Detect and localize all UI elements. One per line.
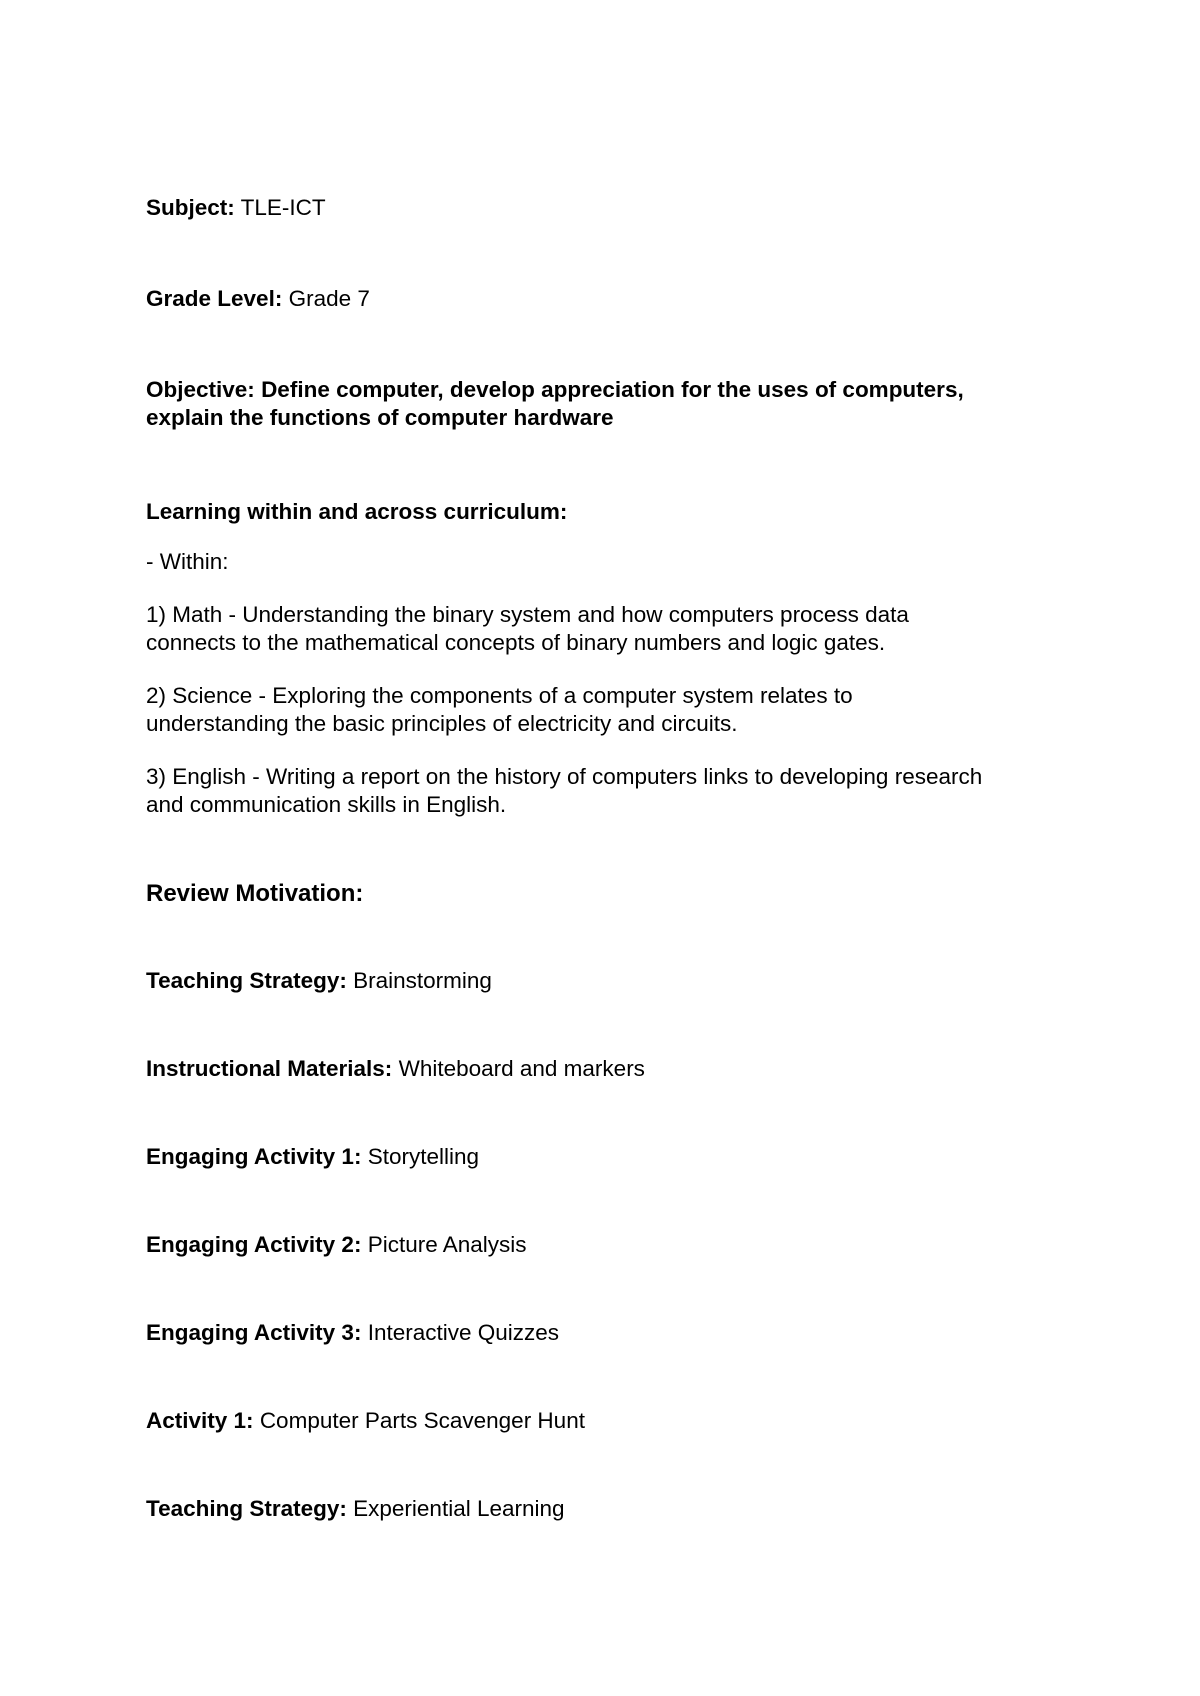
list-item-line: 1) Math - Understanding the binary system and how computers process data xyxy=(146,602,909,627)
review-motivation-heading: Review Motivation: xyxy=(146,880,364,907)
field-label: Engaging Activity 2: xyxy=(146,1232,362,1257)
field-engaging-activity-2 xyxy=(146,1231,1086,1259)
objective-block xyxy=(146,376,1086,432)
field-value: Interactive Quizzes xyxy=(367,1320,560,1345)
objective-value-line1: Define computer, develop appreciation for the uses of computers, xyxy=(261,377,964,402)
field-value: Brainstorming xyxy=(353,968,492,993)
objective-label: Objective: xyxy=(146,377,255,402)
field-value: Experiential Learning xyxy=(353,1496,565,1521)
list-item-science xyxy=(146,682,1086,738)
grade-level-label: Grade Level: xyxy=(146,286,283,311)
field-label: Engaging Activity 1: xyxy=(146,1144,362,1169)
field-engaging-activity-3 xyxy=(146,1319,1086,1347)
learning-heading: Learning within and across curriculum: xyxy=(146,499,568,524)
grade-level-value: Grade 7 xyxy=(288,286,370,311)
list-item-math xyxy=(146,601,1086,657)
field-value: Computer Parts Scavenger Hunt xyxy=(259,1408,585,1433)
field-label: Teaching Strategy: xyxy=(146,968,347,993)
list-item-line: and communication skills in English. xyxy=(146,792,507,817)
grade-level-line xyxy=(146,285,1086,313)
field-engaging-activity-1 xyxy=(146,1143,1086,1171)
field-value: Storytelling xyxy=(367,1144,480,1169)
objective-value-line2: explain the functions of computer hardware xyxy=(146,405,614,430)
field-instructional-materials xyxy=(146,1055,1086,1083)
field-label: Engaging Activity 3: xyxy=(146,1320,362,1345)
subject-value: TLE-ICT xyxy=(240,195,326,220)
within-label: - Within: xyxy=(146,549,229,574)
field-activity-1 xyxy=(146,1407,1086,1435)
list-item-line: connects to the mathematical concepts of binary numbers and logic gates. xyxy=(146,630,886,655)
field-label: Activity 1: xyxy=(146,1408,254,1433)
list-item-line: 3) English - Writing a report on the history of computers links to developing research xyxy=(146,764,983,789)
field-teaching-strategy-2 xyxy=(146,1495,1086,1523)
list-item-english xyxy=(146,763,1086,819)
field-teaching-strategy xyxy=(146,967,1086,995)
subject-line xyxy=(146,194,1086,222)
list-item-line: understanding the basic principles of electricity and circuits. xyxy=(146,711,738,736)
field-value: Picture Analysis xyxy=(367,1232,527,1257)
field-label: Instructional Materials: xyxy=(146,1056,393,1081)
list-item-line: 2) Science - Exploring the components of a computer system relates to xyxy=(146,683,853,708)
field-label: Teaching Strategy: xyxy=(146,1496,347,1521)
subject-label: Subject: xyxy=(146,195,235,220)
field-value: Whiteboard and markers xyxy=(398,1056,645,1081)
